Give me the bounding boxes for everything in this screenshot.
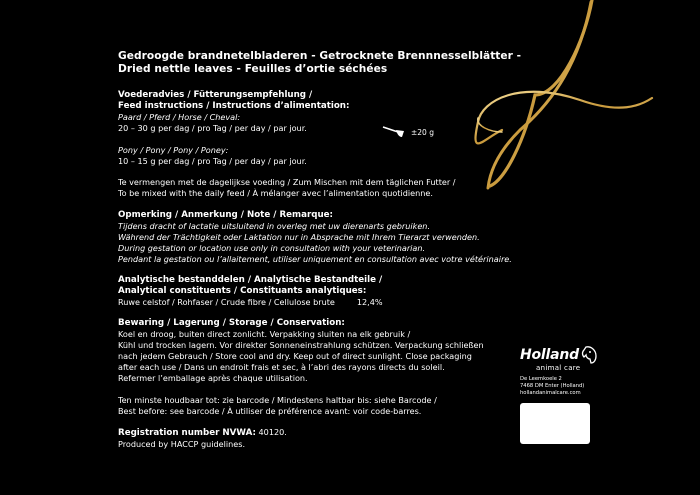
haccp-text: Produced by HACCP guidelines. [118,438,246,449]
address-line-1: De Leemkoele 2 [520,376,562,382]
analytical-heading-2: Analytical constituents / Constituants analytiques: [118,285,367,296]
title-line-1: Gedroogde brandnetelbladeren - Getrocknete Brennnesselblätter - [118,50,522,62]
feed-heading-1: Voederadvies / Fütterungsempfehlung / [118,90,313,100]
note-heading: Opmerking / Anmerkung / Note / Remarque: [118,209,333,220]
horse-dose: 20 – 30 g per dag / pro Tag / per day / par jour. [118,123,307,134]
analytical-section [118,275,538,308]
storage-section [118,318,538,384]
scoop-amount: ±20 g [411,127,434,137]
pony-label: Pony / Pony / Pony / Poney: [118,145,229,156]
note-section [118,210,538,265]
registration-section [118,427,538,450]
storage-line: nach jedem Gebrauch / Store cool and dry. Keep out of direct sunlight. Close packaging [118,351,472,362]
scoop-icon [382,126,408,138]
registration-value: 40120. [255,426,287,437]
product-title [118,50,538,76]
brand-logo [520,346,600,364]
scoop-indicator [382,126,434,138]
best-before-line-1: Ten minste houdbaar tot: zie barcode / Mindestens haltbar bis: siehe Barcode / [118,394,437,405]
mix-line-1: Te vermengen met de dagelijkse voeding / Zum Mischen mit dem täglichen Futter / [118,177,456,188]
storage-line: after each use / Dans un endroit frais et sec, à l’abri des rayons directs du soleil. [118,362,445,373]
best-before-line-2: Best before: see barcode / À utiliser de préférence avant: voir code-barres. [118,405,422,416]
note-line: During gestation or location use only in consultation with your veterinarian. [118,242,426,253]
mix-line-2: To be mixed with the daily feed / À mélanger avec l’alimentation quotidienne. [118,188,433,199]
brand-block [520,346,600,397]
mix-section [118,177,538,199]
feed-section [118,90,538,167]
storage-line: Kühl und trocken lagern. Vor direkter Sonneneinstrahlung schützen. Verpackung schließen [118,340,484,351]
storage-line: Refermer l’emballage après chaque utilisation. [118,373,308,384]
brand-address [520,376,600,397]
crude-fibre-value: 12,4% [356,296,383,307]
analytical-heading-1: Analytische bestanddelen / Analytische Bestandteile / [118,274,383,285]
address-line-2: 7468 DM Enter (Holland) [520,383,585,389]
crude-fibre-label: Ruwe celstof / Rohfaser / Crude fibre / Cellulose brute [118,296,335,307]
horse-head-icon [581,346,597,364]
barcode-placeholder [520,403,590,444]
best-before-section [118,395,538,417]
pony-dose: 10 – 15 g per dag / pro Tag / per day / par jour. [118,156,307,167]
title-line-2: Dried nettle leaves - Feuilles d’ortie séchées [118,63,388,75]
feed-heading-2: Feed instructions / Instructions d’alimentation: [118,101,350,111]
note-line: Pendant la gestation ou l’allaitement, utiliser uniquement en consultation avec votre vétérinaire. [118,253,512,264]
brand-subtitle: animal care [536,364,581,372]
registration-label: Registration number NVWA: [118,427,256,438]
storage-line: Koel en droog, buiten direct zonlicht. Verpakking sluiten na elk gebruik / [118,329,411,340]
note-line: Während der Trächtigkeit oder Laktation nur in Absprache mit Ihrem Tierarzt verwenden. [118,231,480,242]
brand-name: Holland [520,346,579,363]
website-text: hollandanimalcare.com [520,390,581,396]
storage-heading: Bewaring / Lagerung / Storage / Conservation: [118,318,345,329]
analytical-row [118,297,538,308]
note-line: Tijdens dracht of lactatie uitsluitend in overleg met uw dierenarts gebruiken. [118,220,431,231]
horse-label: Paard / Pferd / Horse / Cheval: [118,112,241,122]
label-content [118,50,538,450]
